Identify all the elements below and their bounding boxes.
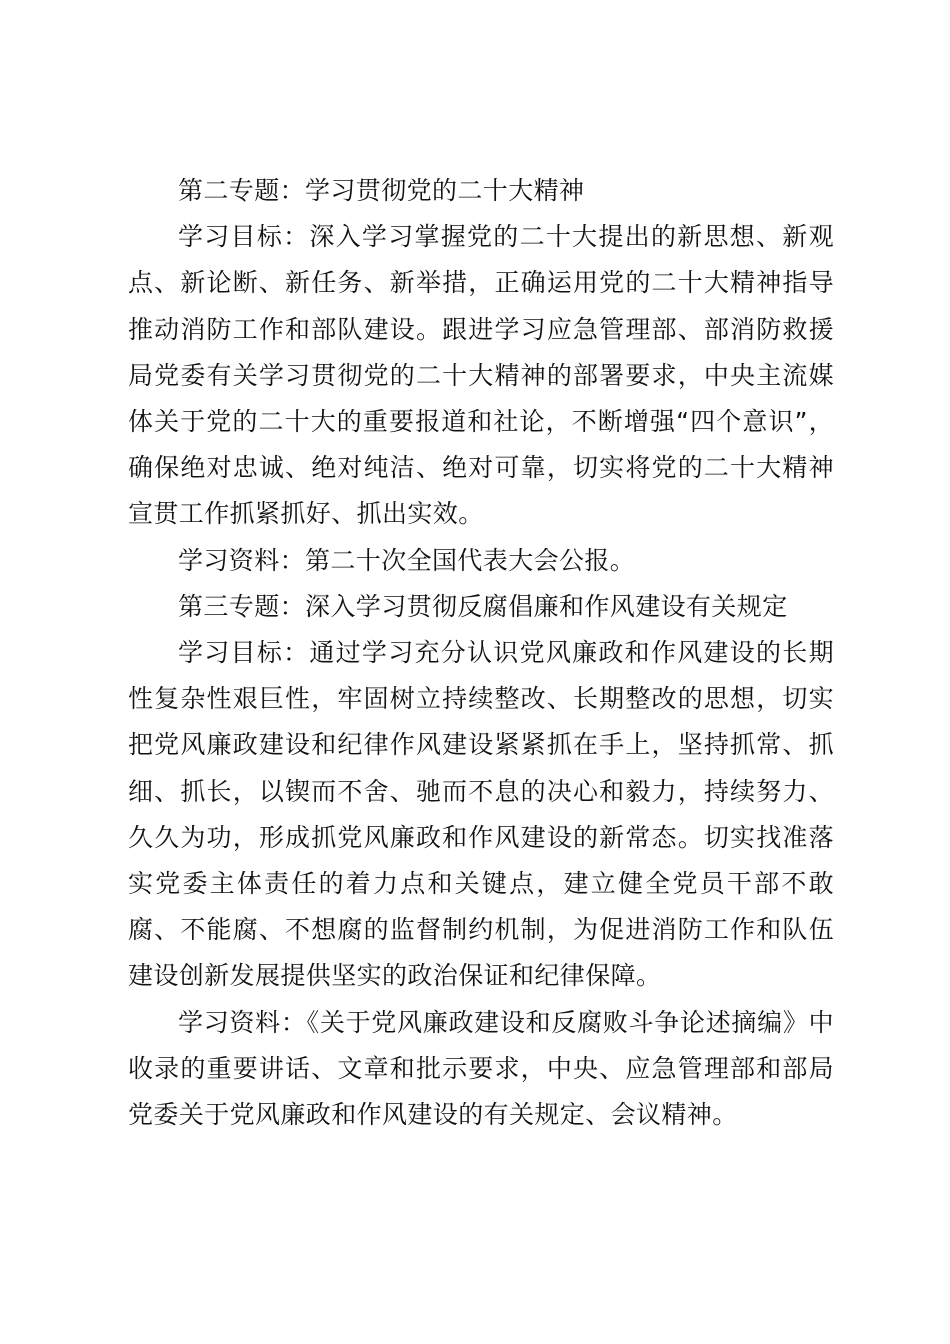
topic-3-heading: 第三专题：深入学习贯彻反腐倡廉和作风建设有关规定 xyxy=(178,591,788,621)
topic-3-materials: 学习资料：《关于党风廉政建设和反腐败斗争论述摘编》中收录的重要讲话、文章和批示要求，中央、应急管理部和部局党委关于党风廉政和作风建设的有关规定、会议精神。 xyxy=(128,1007,834,1130)
topic-2-heading: 第二专题：学习贯彻党的二十大精神 xyxy=(178,176,585,205)
topic-2-materials: 学习资料：第二十次全国代表大会公报。 xyxy=(178,545,636,575)
topic-3-objectives: 学习目标：通过学习充分认识党风廉政和作风建设的长期性复杂性艰巨性，牢固树立持续整改、长期整改的思想，切实把党风廉政建设和纪律作风建设紧紧抓在手上，坚持抓常、抓细、抓长，以锲而不舍、驰而不息的决心和毅力，持续努力、久久为功，形成抓党风廉政和作风建设的新常态。切实找准落实党委主体责任的着力点和关键点，建立健全党员干部不敢腐、不能腐、不想腐的监督制约机制，为促进消防工作和队伍建设创新发展提供坚实的政治保证和纪律保障。 xyxy=(128,638,834,991)
document-body xyxy=(128,168,834,1138)
topic-2-objectives: 学习目标：深入学习掌握党的二十大提出的新思想、新观点、新论断、新任务、新举措，正确运用党的二十大精神指导推动消防工作和部队建设。跟进学习应急管理部、部消防救援局党委有关学习贯彻党的二十大精神的部署要求，中央主流媒体关于党的二十大的重要报道和社论，不断增强“四个意识”，确保绝对忠诚、绝对纯洁、绝对可靠，切实将党的二十大精神宣贯工作抓紧抓好、抓出实效。 xyxy=(128,222,834,529)
